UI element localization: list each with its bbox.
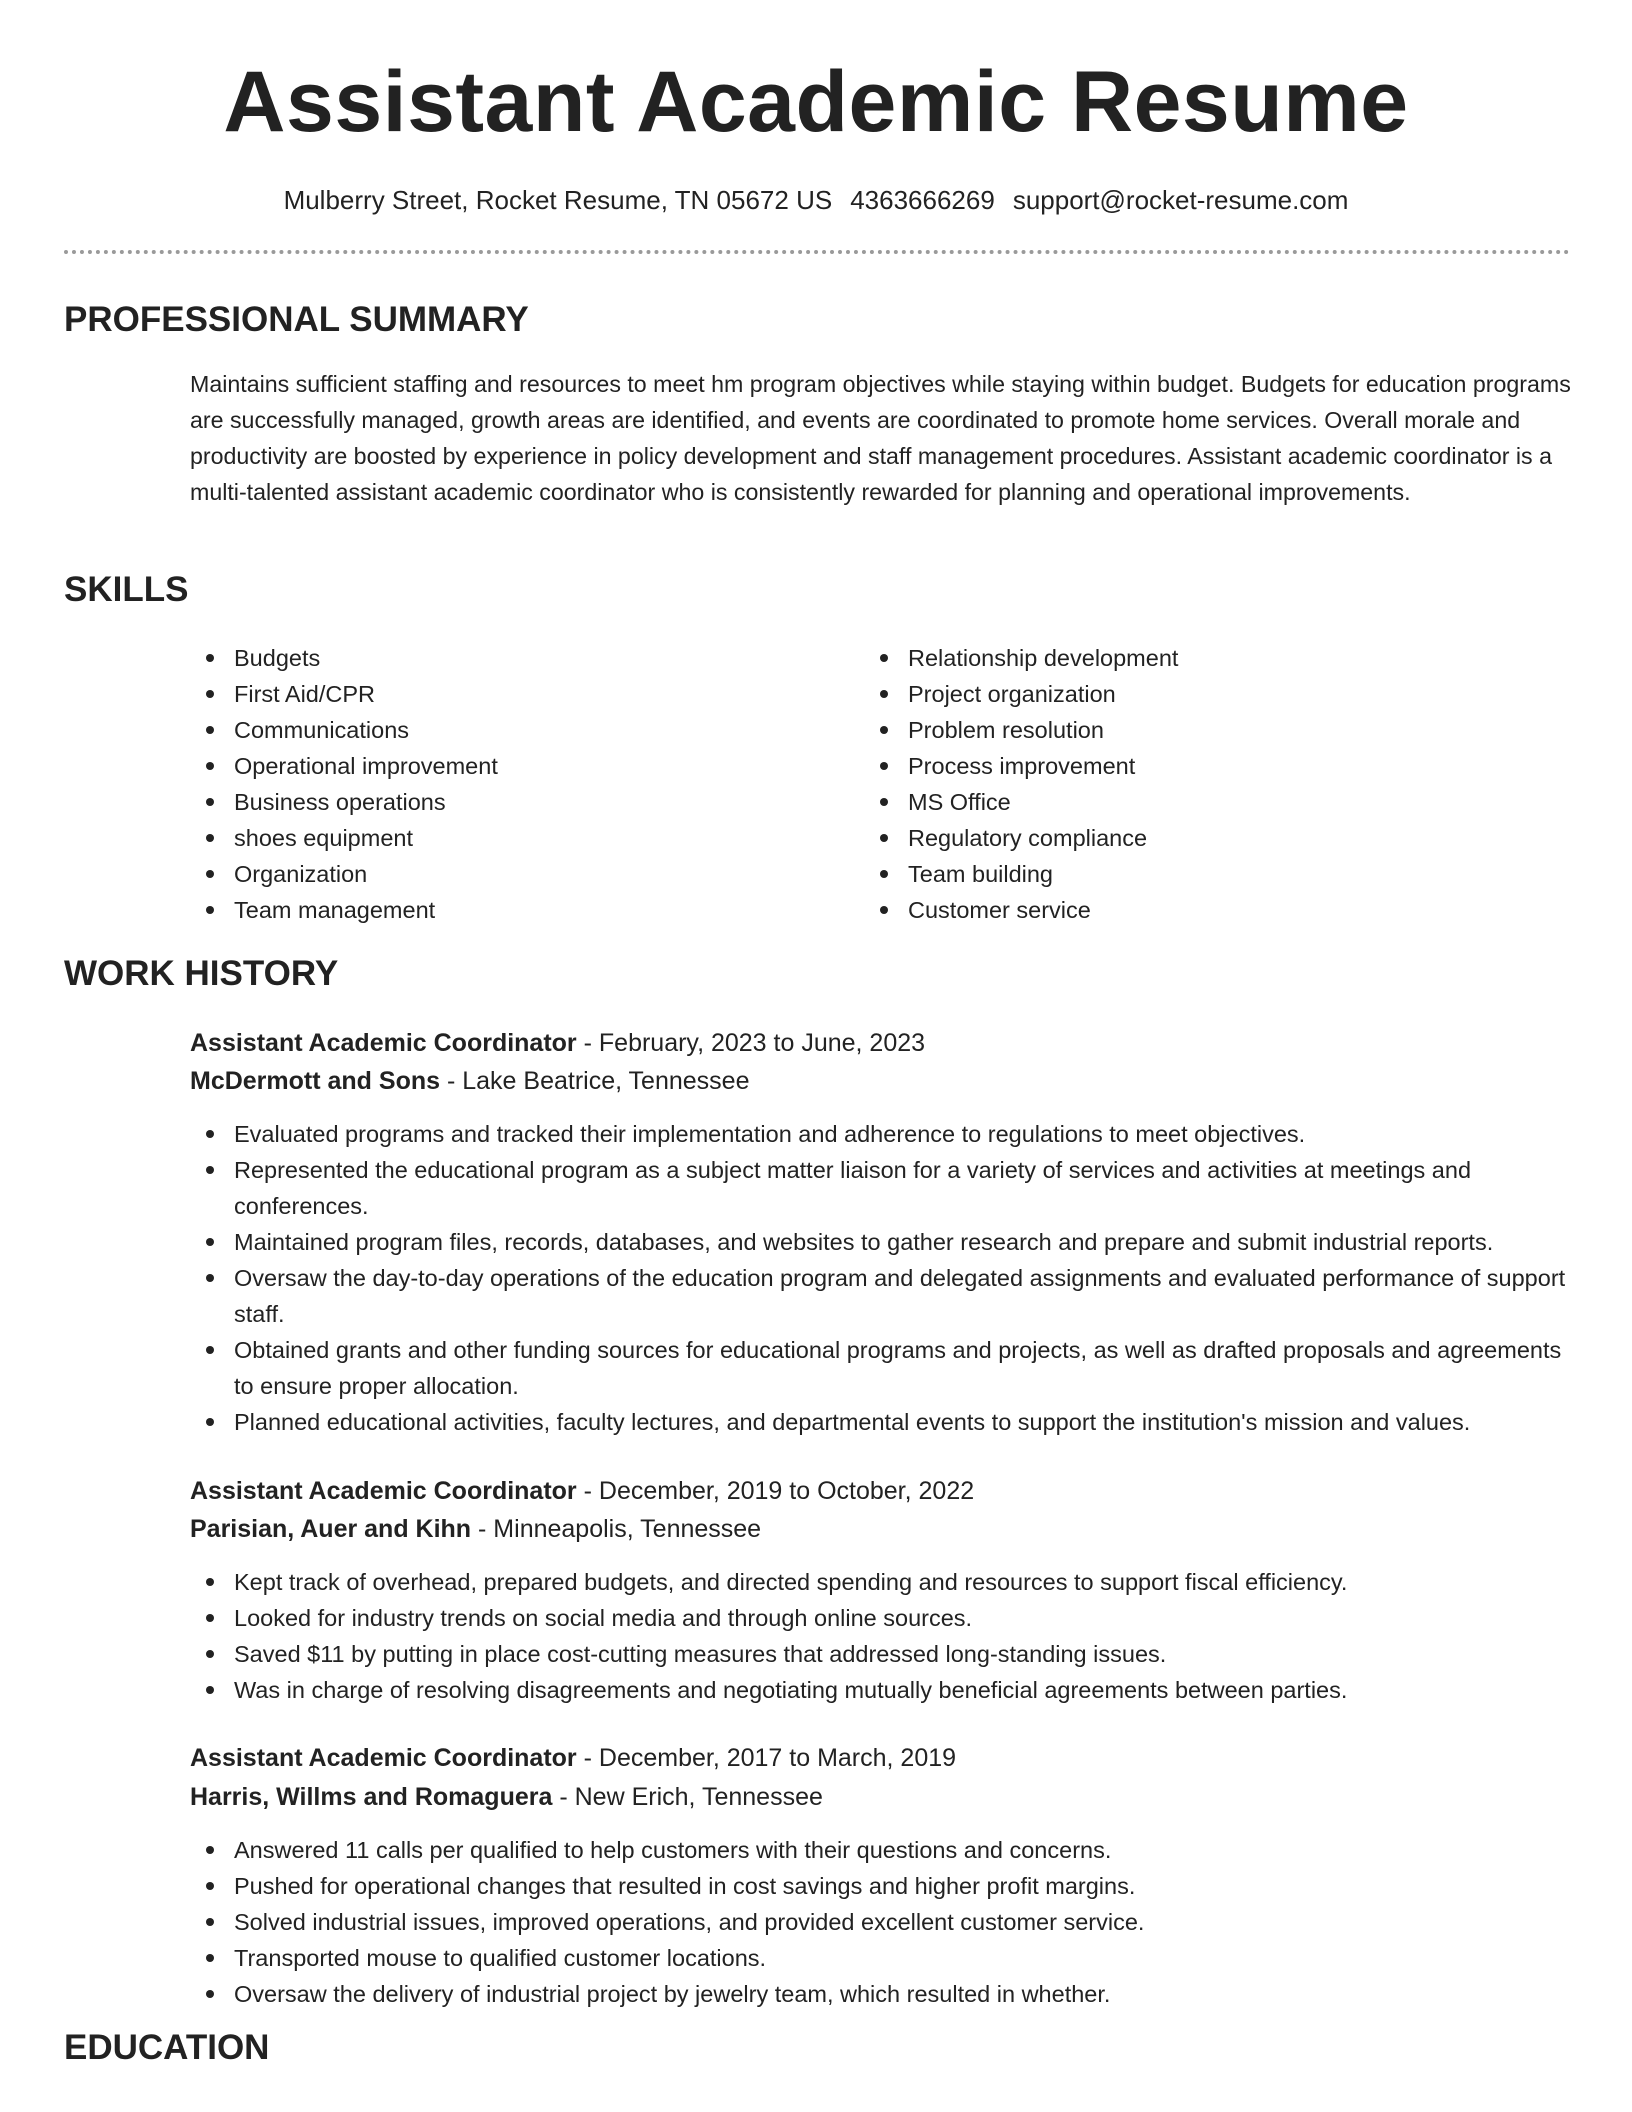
job-location: - New Erich, Tennessee xyxy=(552,1783,823,1811)
skill-item: Team building xyxy=(864,856,1564,892)
job-bullet: Oversaw the day-to-day operations of the education program and delegated assignments and evaluated performance of support staff. xyxy=(190,1260,1580,1332)
contact-line xyxy=(0,182,1632,218)
skill-item: Process improvement xyxy=(864,748,1564,784)
skill-item: Problem resolution xyxy=(864,712,1564,748)
job-location: - Lake Beatrice, Tennessee xyxy=(440,1067,750,1095)
skill-item: Project organization xyxy=(864,676,1564,712)
job-company-line xyxy=(190,1510,761,1548)
job-title: Assistant Academic Coordinator xyxy=(190,1477,577,1505)
job-bullet: Solved industrial issues, improved operations, and provided excellent customer service. xyxy=(190,1904,1580,1940)
job-dates: - February, 2023 to June, 2023 xyxy=(576,1029,926,1057)
contact-address: Mulberry Street, Rocket Resume, TN 05672 US xyxy=(283,185,833,215)
skill-item: Regulatory compliance xyxy=(864,820,1564,856)
summary-text: Maintains sufficient staffing and resources to meet hm program objectives while staying within budget. Budgets for education programs are successfully managed, growth areas are identified, and events are coordinated to promote home services. Overall morale and productivity are boosted by experience in policy development and staff management procedures. Assistant academic coordinator is a multi-talented assistant academic coordinator who is consistently rewarded for planning and operational improvements. xyxy=(190,371,1571,505)
skill-item: Relationship development xyxy=(864,640,1564,676)
job-company-line xyxy=(190,1778,823,1816)
job-bullet: Oversaw the delivery of industrial project by jewelry team, which resulted in whether. xyxy=(190,1976,1580,2012)
job-location: - Minneapolis, Tennessee xyxy=(471,1515,762,1543)
job-company: Harris, Willms and Romaguera xyxy=(190,1783,553,1811)
work-history-heading: WORK HISTORY xyxy=(64,954,339,993)
job-bullet: Obtained grants and other funding sources for educational programs and projects, as well as drafted proposals and agreements to ensure proper allocation. xyxy=(190,1332,1580,1404)
job-bullet: Answered 11 calls per qualified to help customers with their questions and concerns. xyxy=(190,1832,1580,1868)
job-company: McDermott and Sons xyxy=(190,1067,441,1095)
skill-item: shoes equipment xyxy=(190,820,830,856)
job-bullet: Was in charge of resolving disagreements and negotiating mutually beneficial agreements between parties. xyxy=(190,1672,1580,1708)
skills-heading: SKILLS xyxy=(64,570,189,609)
job-title-line xyxy=(190,1024,925,1062)
skill-item: MS Office xyxy=(864,784,1564,820)
job-title-line xyxy=(190,1739,956,1777)
job-bullet: Planned educational activities, faculty lectures, and departmental events to support the institution's mission and values. xyxy=(190,1404,1580,1440)
contact-email: support@rocket-resume.com xyxy=(1012,185,1349,215)
job-company-line xyxy=(190,1062,749,1100)
job-title: Assistant Academic Coordinator xyxy=(190,1744,577,1772)
skill-item: Business operations xyxy=(190,784,830,820)
skill-item: First Aid/CPR xyxy=(190,676,830,712)
job-title: Assistant Academic Coordinator xyxy=(190,1029,577,1057)
job-dates: - December, 2017 to March, 2019 xyxy=(576,1744,957,1772)
job-bullet: Represented the educational program as a subject matter liaison for a variety of services and activities at meetings and conferences. xyxy=(190,1152,1580,1224)
job-bullet: Looked for industry trends on social media and through online sources. xyxy=(190,1600,1580,1636)
job-bullet: Saved $11 by putting in place cost-cutting measures that addressed long-standing issues. xyxy=(190,1636,1580,1672)
job-bullet: Evaluated programs and tracked their implementation and adherence to regulations to meet objectives. xyxy=(190,1116,1580,1152)
job-bullet: Pushed for operational changes that resulted in cost savings and higher profit margins. xyxy=(190,1868,1580,1904)
skill-item: Team management xyxy=(190,892,830,928)
skills-list-right xyxy=(864,640,1564,928)
job-title-line xyxy=(190,1472,974,1510)
resume-title: Assistant Academic Resume xyxy=(223,54,1409,150)
job-dates: - December, 2019 to October, 2022 xyxy=(576,1477,975,1505)
job-bullet: Kept track of overhead, prepared budgets, and directed spending and resources to support fiscal efficiency. xyxy=(190,1564,1580,1600)
skill-item: Organization xyxy=(190,856,830,892)
education-heading: EDUCATION xyxy=(64,2028,270,2067)
job-bullets xyxy=(190,1832,1580,2012)
contact-phone: 4363666269 xyxy=(850,185,995,215)
skill-item: Budgets xyxy=(190,640,830,676)
job-bullets xyxy=(190,1564,1580,1708)
job-company: Parisian, Auer and Kihn xyxy=(190,1515,472,1543)
summary-heading: PROFESSIONAL SUMMARY xyxy=(64,300,529,339)
skills-list-left xyxy=(190,640,830,928)
skill-item: Customer service xyxy=(864,892,1564,928)
skill-item: Operational improvement xyxy=(190,748,830,784)
job-bullet: Maintained program files, records, databases, and websites to gather research and prepare and submit industrial reports. xyxy=(190,1224,1580,1260)
job-bullet: Transported mouse to qualified customer locations. xyxy=(190,1940,1580,1976)
header-divider xyxy=(64,250,1570,254)
job-bullets xyxy=(190,1116,1580,1440)
skill-item: Communications xyxy=(190,712,830,748)
